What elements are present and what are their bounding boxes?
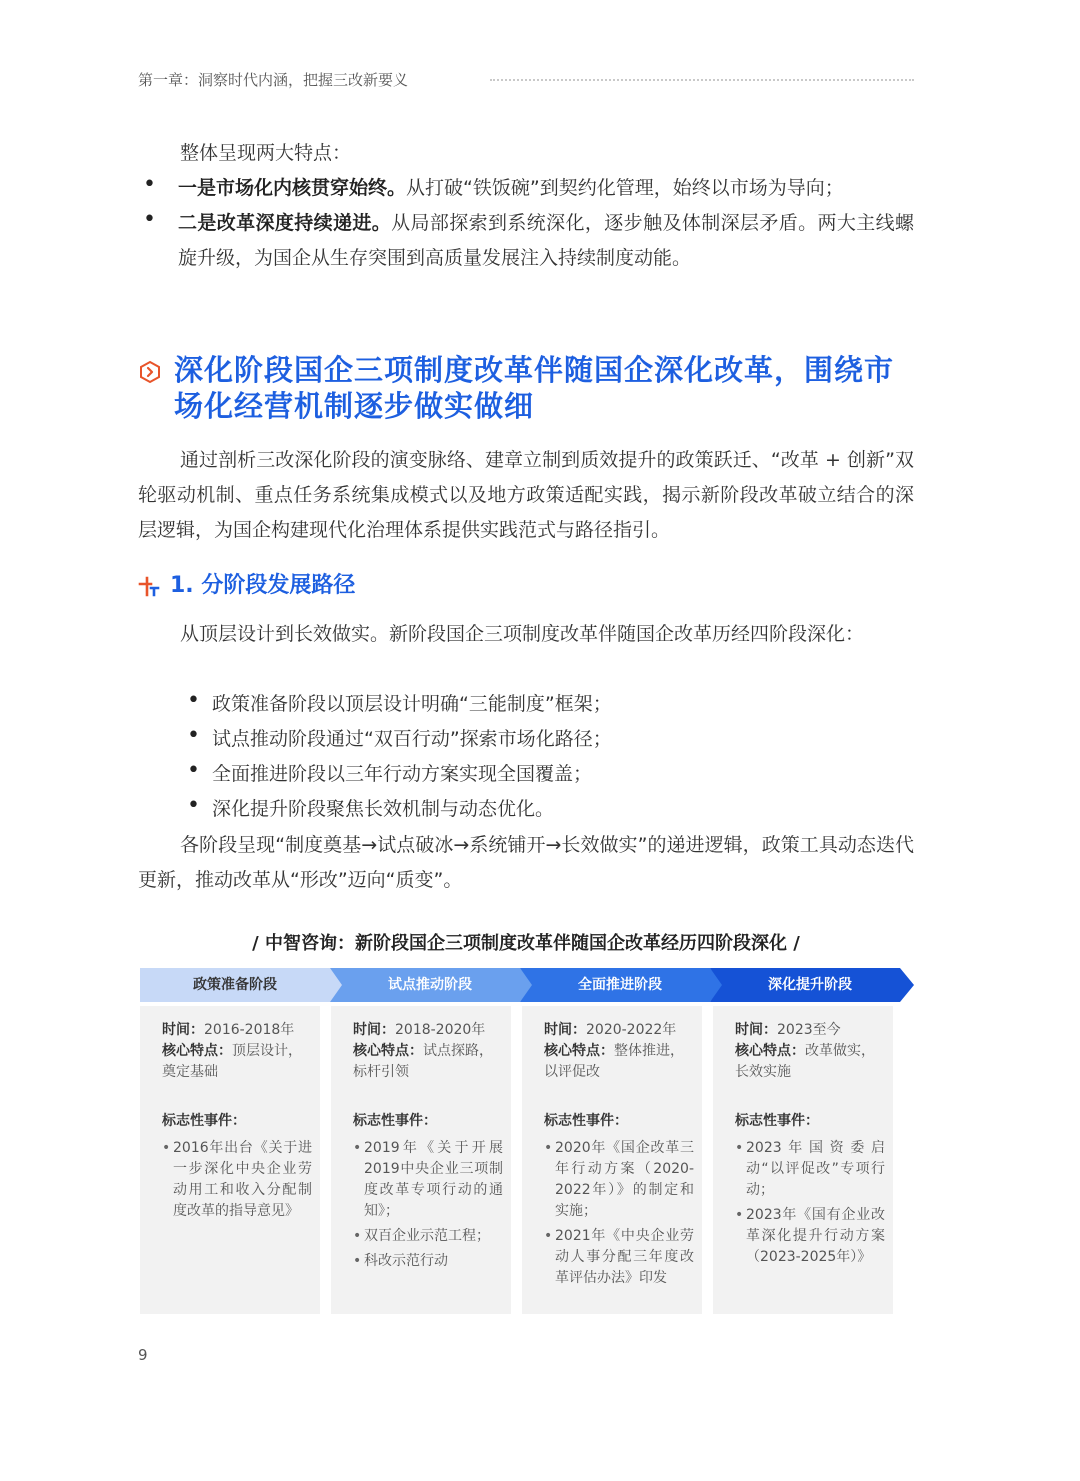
figure-title: / 中智咨询：新阶段国企三项制度改革伴随国企改革经历四阶段深化 / (252, 933, 800, 954)
stage-arrow-row (140, 968, 914, 1004)
stage-bullet-2: 试点推动阶段通过“双百行动”探索市场化路径； (212, 728, 612, 750)
time-label: 时间： (162, 1022, 204, 1038)
time-row (162, 1020, 312, 1041)
time-label: 时间： (735, 1022, 777, 1038)
event-item: • 2021年《中央企业劳动人事分配三年度改革评估办法》印发 (544, 1226, 694, 1289)
bullet-dot: • (187, 793, 200, 818)
intro-point-1-text: 从打破“铁饭碗”到契约化管理，始终以市场为导向； (406, 177, 844, 199)
bullet-dot: • (143, 207, 156, 232)
time-value: 2016-2018年 (204, 1022, 295, 1038)
event-item: • 2016年出台《关于进一步深化中央企业劳动用工和收入分配制度改革的指导意见》 (162, 1138, 312, 1222)
closing-paragraph: 各阶段呈现“制度奠基→试点破冰→系统铺开→长效做实”的递进逻辑，政策工具动态迭代更新，推动改革从“形改”迈向“质变”。 (138, 834, 914, 891)
bullet-dot: • (187, 723, 200, 748)
time-value: 2018-2020年 (395, 1022, 486, 1038)
chapter-title: 第一章：洞察时代内涵，把握三改新要义 (138, 71, 409, 89)
stage-card-4 (713, 1006, 893, 1314)
stage-bullet-3: 全面推进阶段以三年行动方案实现全国覆盖； (212, 763, 593, 785)
intro-point-2-text: 从局部探索到系统深化，逐步触及体制深层矛盾。两大主线螺旋升级，为国企从生存突围到高质量发展注入持续制度动能。 (178, 212, 914, 269)
stage-label-1: 政策准备阶段 (193, 977, 277, 993)
feature-value: 改革做实，长效实施 (735, 1043, 875, 1080)
stage-card-1 (140, 1006, 320, 1314)
section-paragraph: 通过剖析三改深化阶段的演变脉络、建章立制到质效提升的政策跃迁、“改革 + 创新”双轮驱动机制、重点任务系统集成模式以及地方政策适配实践，揭示新阶段改革破立结合的深层逻辑，为国企构建现代化治理体系提供实践范式与路径指引。 (138, 449, 914, 541)
events-label: 标志性事件： (544, 1113, 628, 1129)
time-label: 时间： (353, 1022, 395, 1038)
events-label: 标志性事件： (735, 1113, 819, 1129)
feature-value: 试点探路，标杆引领 (353, 1043, 493, 1080)
event-item: • 2019年《关于开展2019中央企业三项制度改革专项行动的通知》； (353, 1138, 503, 1222)
page-number: 9 (138, 1346, 148, 1364)
stage-label-4: 深化提升阶段 (768, 977, 852, 993)
bullet-dot: • (143, 172, 156, 197)
event-item: • 2023年国资委启动“以评促改”专项行动； (735, 1138, 885, 1201)
intro-lead: 整体呈现两大特点： (180, 142, 352, 164)
feature-label: 核心特点： (353, 1043, 423, 1059)
feature-row (735, 1041, 885, 1083)
feature-row (544, 1041, 694, 1083)
event-item: • 2020年《国企改革三年行动方案（2020-2022年）》的制定和实施； (544, 1138, 694, 1222)
time-row (735, 1020, 885, 1041)
stage-bullet-1: 政策准备阶段以顶层设计明确“三能制度”框架； (212, 693, 612, 715)
bullet-dot: • (187, 758, 200, 783)
running-header (138, 68, 914, 92)
stage-card-2 (331, 1006, 511, 1314)
time-label: 时间： (544, 1022, 586, 1038)
events-label: 标志性事件： (353, 1113, 437, 1129)
events-label: 标志性事件： (162, 1113, 246, 1129)
intro-point-1-bold: 一是市场化内核贯穿始终。 (178, 177, 407, 199)
bullet-dot: • (187, 688, 200, 713)
time-row (544, 1020, 694, 1041)
time-value: 2020-2022年 (586, 1022, 677, 1038)
feature-value: 整体推进，以评促改 (544, 1043, 684, 1080)
event-item: • 2023年《国有企业改革深化提升行动方案（2023-2025年）》 (735, 1205, 885, 1268)
feature-row (162, 1041, 312, 1083)
time-row (353, 1020, 503, 1041)
stage-bullet-4: 深化提升阶段聚焦长效机制与动态优化。 (212, 798, 555, 820)
feature-label: 核心特点： (162, 1043, 232, 1059)
stage-label-2: 试点推动阶段 (388, 977, 472, 993)
subsection-heading-text: 1. 分阶段发展路径 (170, 573, 356, 598)
feature-label: 核心特点： (735, 1043, 805, 1059)
intro-point-1 (178, 171, 914, 206)
section-heading (138, 352, 914, 432)
feature-value: 顶层设计，奠定基础 (162, 1043, 302, 1080)
feature-row (353, 1041, 503, 1083)
section-heading-text: 深化阶段国企三项制度改革伴随国企深化改革，围绕市场化经营机制逐步做实做细 (174, 353, 895, 423)
stage-card-3 (522, 1006, 702, 1314)
feature-label: 核心特点： (544, 1043, 614, 1059)
intro-point-2-bold: 二是改革深度持续递进。 (178, 212, 392, 234)
corner-mark-icon (138, 575, 160, 597)
header-dotted-rule (490, 79, 914, 81)
stage-label-3: 全面推进阶段 (578, 977, 662, 993)
event-item: • 科改示范行动 (353, 1251, 503, 1272)
intro-point-2 (178, 206, 914, 276)
subsection-paragraph: 从顶层设计到长效做实。新阶段国企三项制度改革伴随国企改革历经四阶段深化： (180, 623, 865, 645)
hexagon-play-icon (138, 360, 162, 384)
time-value: 2023至今 (777, 1022, 841, 1038)
event-item: • 双百企业示范工程； (353, 1226, 503, 1247)
